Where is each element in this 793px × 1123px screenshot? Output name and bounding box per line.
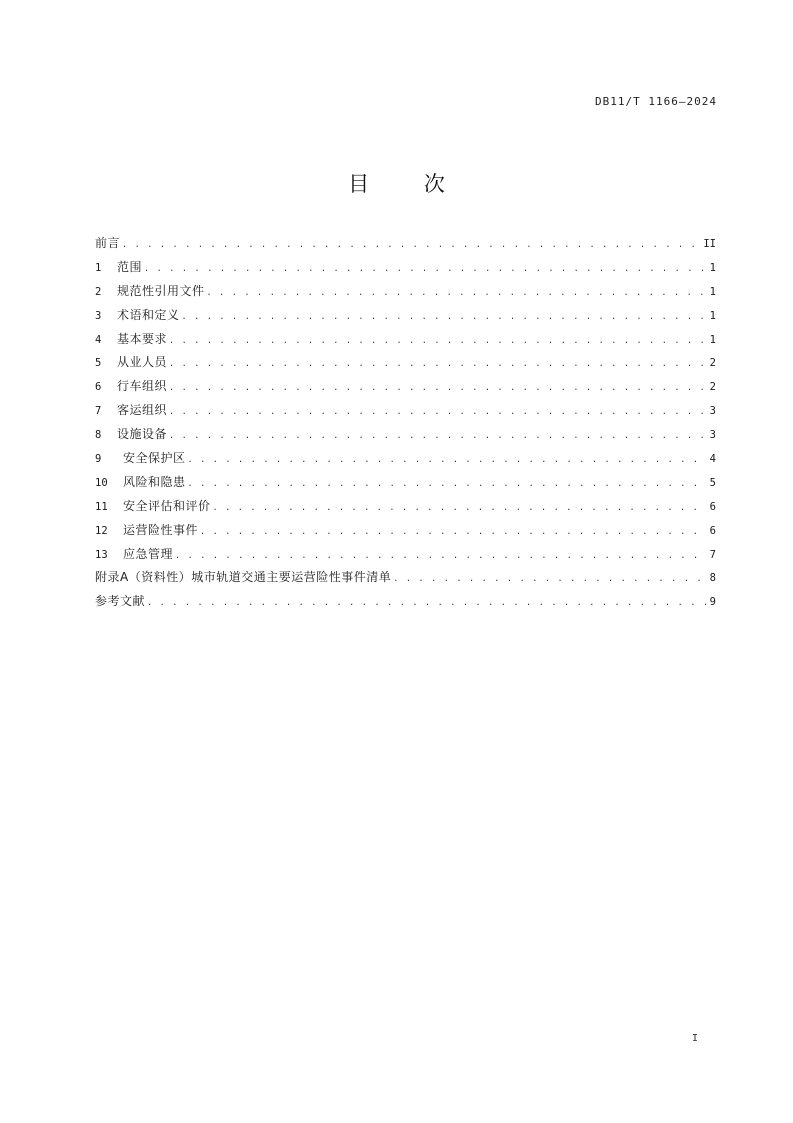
toc-entry-10[interactable] (95, 473, 716, 497)
toc-dot-leader (122, 236, 700, 254)
toc-entry-appendix-a[interactable] (95, 568, 716, 592)
toc-entry-number: 11 (95, 500, 108, 513)
toc-entry-number: 2 (95, 285, 102, 298)
toc-entry-title: 前言 (95, 236, 121, 250)
toc-entry-page: 7 (709, 548, 716, 561)
toc-entry-page: 5 (709, 476, 716, 489)
toc-entry-title: 设施设备 (117, 427, 168, 442)
toc-dot-leader (207, 284, 707, 302)
toc-entry-title: 客运组织 (117, 403, 168, 418)
toc-entry-5[interactable] (95, 353, 716, 377)
toc-entry-2[interactable] (95, 282, 716, 306)
toc-entry-number: 6 (95, 381, 102, 394)
toc-dot-leader (213, 499, 707, 517)
toc-entry-title: 术语和定义 (117, 307, 180, 322)
toc-entry-title: 规范性引用文件 (117, 283, 205, 298)
toc-entry-number: 1 (95, 261, 102, 274)
toc-entry-number: 3 (95, 309, 102, 322)
toc-dot-leader (147, 594, 707, 612)
toc-entry-title: 基本要求 (117, 331, 168, 346)
toc-entry-title: 附录A（资料性）城市轨道交通主要运营险性事件清单 (95, 570, 392, 585)
toc-entry-page: II (703, 238, 716, 250)
toc-entry-page: 1 (709, 333, 716, 346)
toc-entry-page: 3 (709, 429, 716, 442)
toc-dot-leader (169, 355, 707, 373)
toc-dot-leader (169, 379, 707, 397)
toc-dot-leader (144, 260, 707, 278)
toc-dot-leader (169, 332, 707, 350)
toc-entry-number: 7 (95, 405, 102, 418)
toc-entry-11[interactable] (95, 497, 716, 521)
toc-entry-page: 8 (709, 572, 716, 585)
toc-entry-number: 8 (95, 429, 102, 442)
toc-entry-page: 9 (709, 596, 716, 609)
toc-entry-title: 应急管理 (123, 546, 174, 561)
toc-entry-title: 参考文献 (95, 594, 146, 609)
toc-entry-title: 安全评估和评价 (123, 498, 211, 513)
toc-entry-title: 运营险性事件 (123, 522, 199, 537)
toc-entry-6[interactable] (95, 377, 716, 401)
toc-entry-page: 6 (709, 500, 716, 513)
toc-entry-page: 6 (709, 524, 716, 537)
toc-dot-leader (169, 403, 707, 421)
toc-entry-bibliography[interactable] (95, 592, 716, 616)
toc-entry-title: 风险和隐患 (123, 474, 186, 489)
toc-entry-page: 1 (709, 261, 716, 274)
toc-entry-12[interactable] (95, 521, 716, 545)
page-number: I (691, 1033, 698, 1044)
toc-entry-title: 安全保护区 (123, 451, 186, 466)
toc-entry-1[interactable] (95, 258, 716, 282)
toc-entry-page: 1 (709, 285, 716, 298)
toc-entry-page: 3 (709, 405, 716, 418)
toc-entry-title: 行车组织 (117, 379, 168, 394)
toc-entry-number: 4 (95, 333, 102, 346)
toc-entry-3[interactable] (95, 306, 716, 330)
standard-code: DB11/T 1166—2024 (595, 95, 717, 108)
toc-title: 目 次 (348, 172, 469, 196)
toc-entry-7[interactable] (95, 401, 716, 425)
toc-entry-title: 从业人员 (117, 355, 168, 370)
toc-dot-leader (200, 523, 707, 541)
toc-entry-title: 范围 (117, 259, 143, 274)
toc-entry-8[interactable] (95, 425, 716, 449)
toc-dot-leader (169, 427, 707, 445)
toc-entry-number: 9 (95, 453, 102, 466)
toc-entry-page: 2 (709, 381, 716, 394)
toc-entry-number: 13 (95, 548, 108, 561)
table-of-contents (95, 234, 716, 616)
toc-entry-9[interactable] (95, 449, 716, 473)
toc-dot-leader (393, 570, 706, 588)
toc-entry-number: 12 (95, 524, 108, 537)
toc-entry-foreword[interactable] (95, 234, 716, 258)
toc-entry-page: 1 (709, 309, 716, 322)
toc-entry-page: 4 (709, 453, 716, 466)
toc-entry-number: 10 (95, 476, 108, 489)
toc-entry-page: 2 (709, 357, 716, 370)
toc-entry-13[interactable] (95, 545, 716, 569)
toc-dot-leader (182, 308, 707, 326)
toc-dot-leader (188, 475, 707, 493)
toc-entry-4[interactable] (95, 330, 716, 354)
toc-dot-leader (188, 451, 707, 469)
toc-entry-number: 5 (95, 357, 102, 370)
toc-dot-leader (175, 547, 707, 565)
